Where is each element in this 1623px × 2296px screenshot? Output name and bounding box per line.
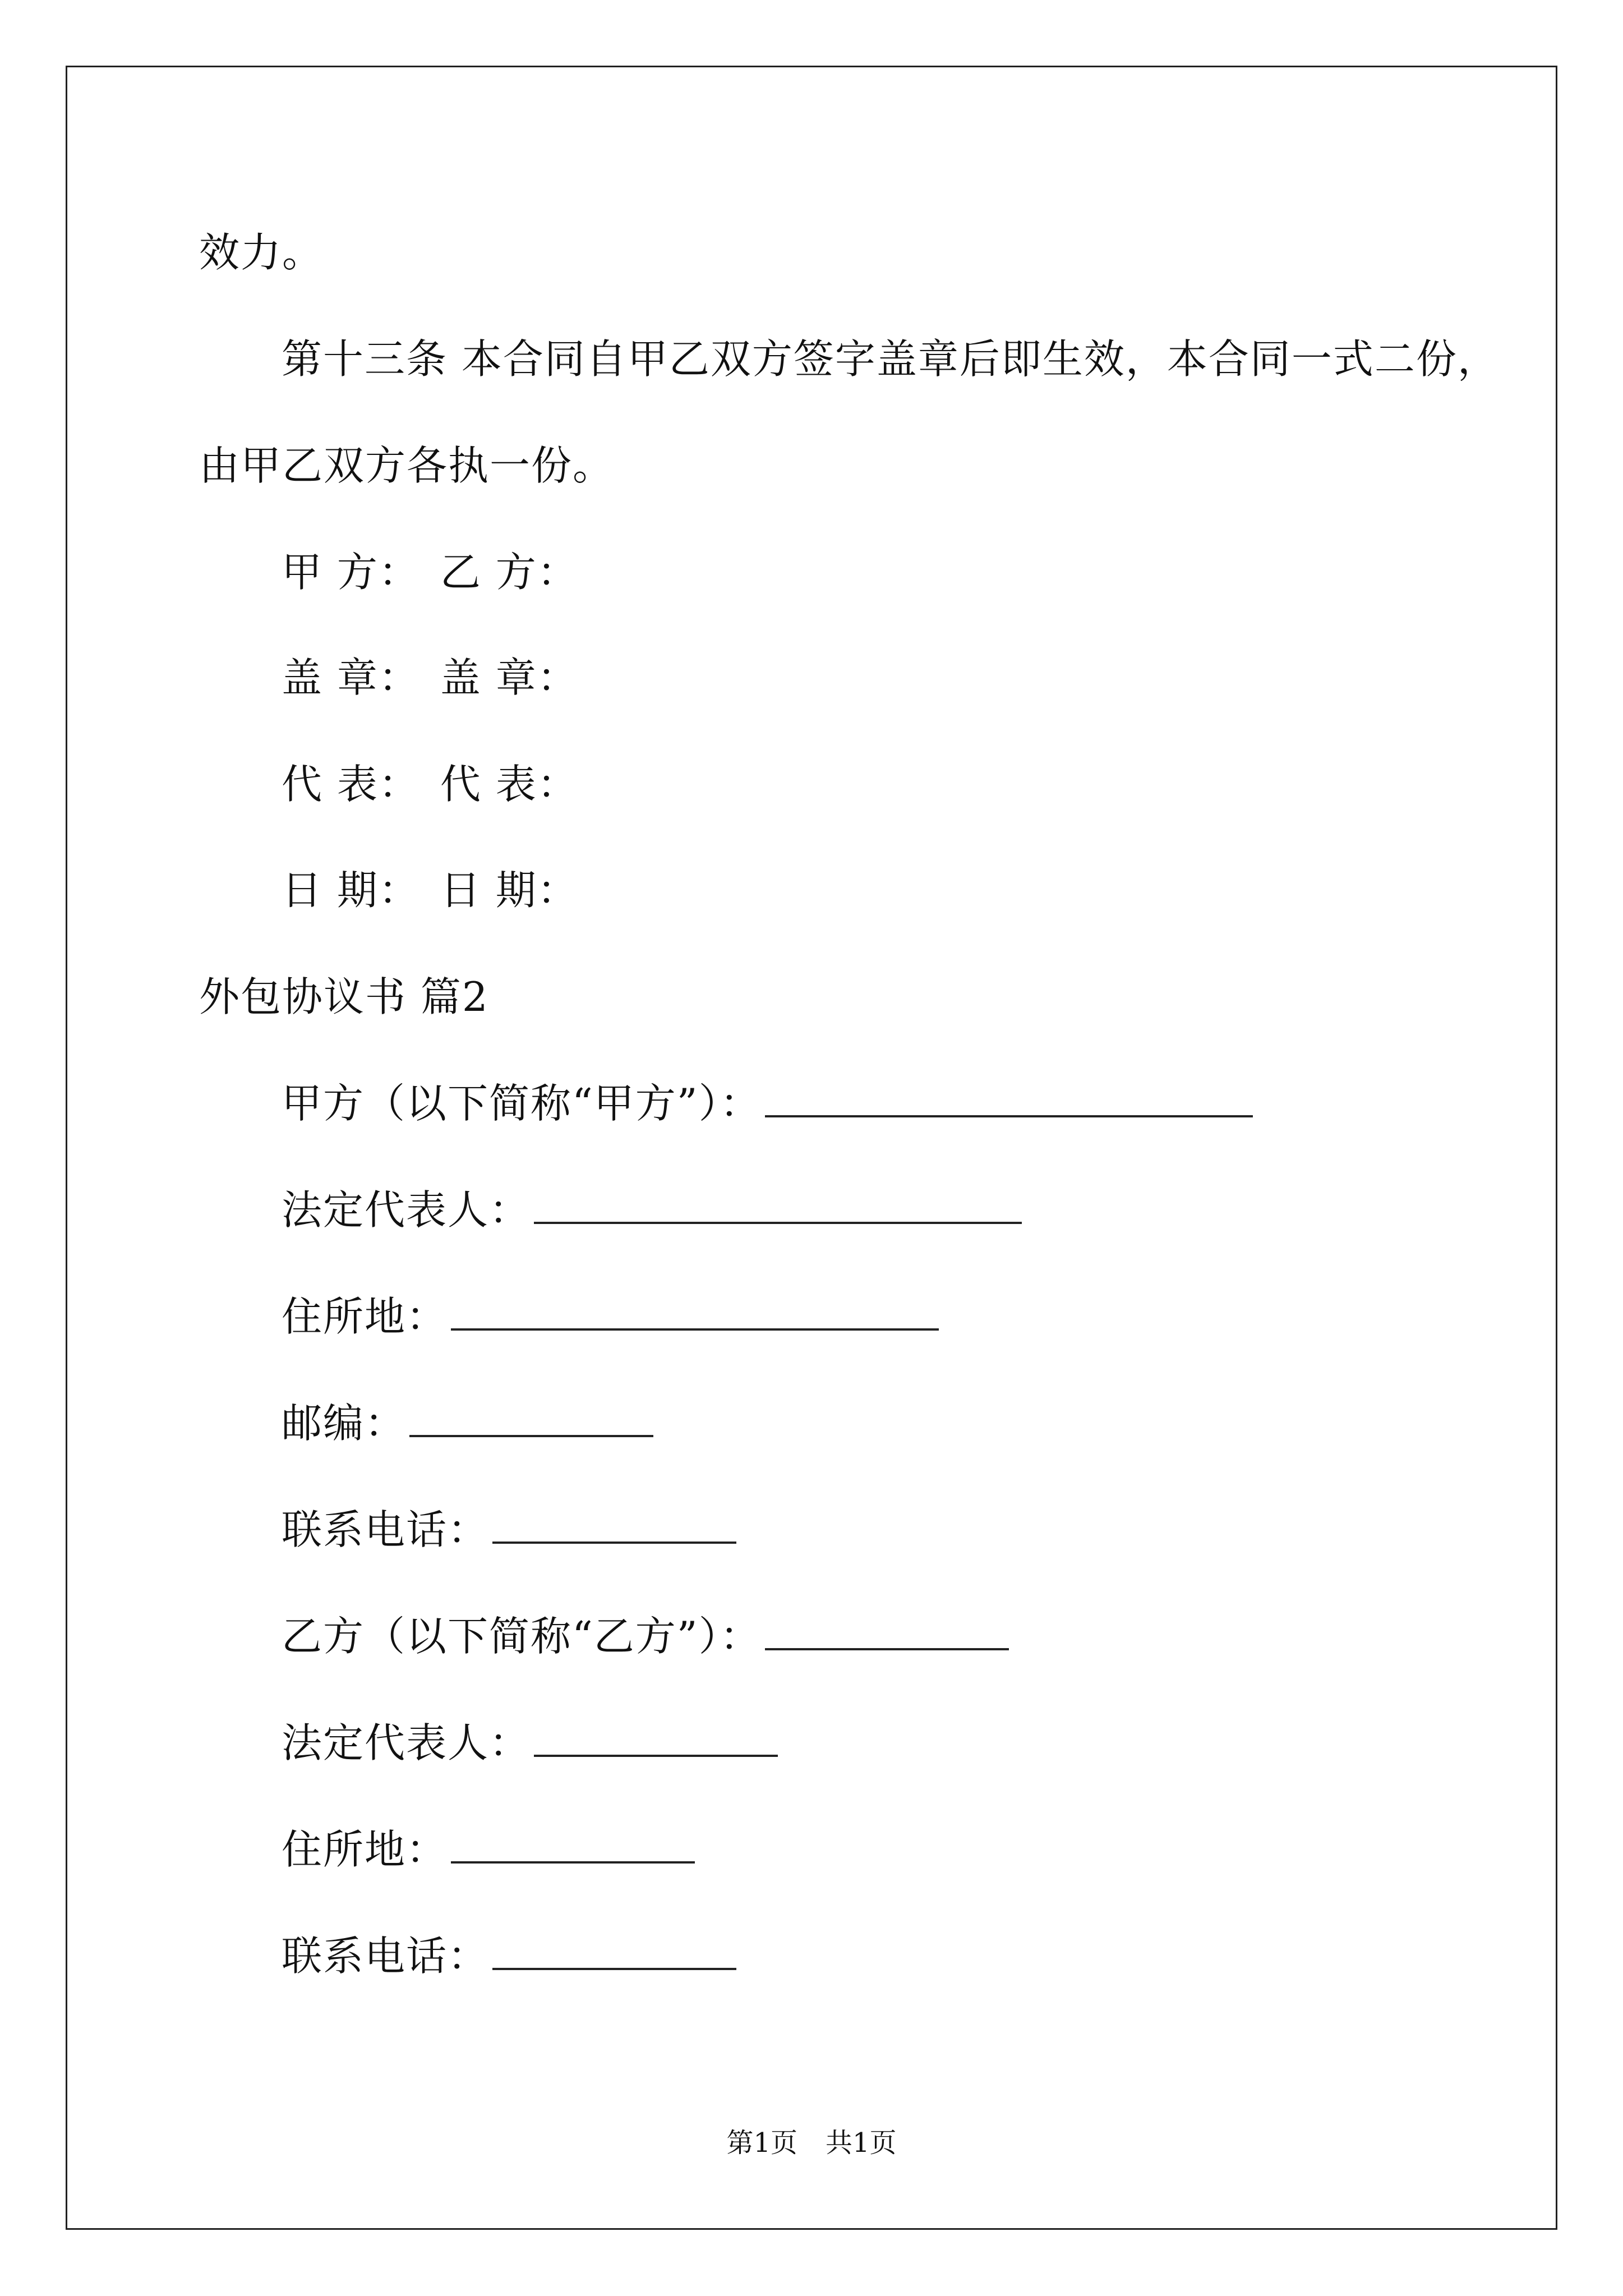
page-border — [66, 66, 1557, 2230]
field-row-phone-b — [282, 1931, 736, 1981]
address-b-blank — [451, 1826, 695, 1864]
page-total: 共1页 — [826, 2127, 897, 2159]
field-row-address-b — [282, 1824, 695, 1875]
party-a-label: 甲方（以下简称“甲方”）： — [282, 1080, 762, 1127]
address-a-label: 住所地： — [282, 1293, 448, 1340]
legal-rep-a-blank — [534, 1187, 1022, 1224]
phone-b-label: 联系电话： — [282, 1932, 490, 1980]
page-footer — [0, 2126, 1623, 2160]
party-a-signature-label: 甲 方： — [282, 549, 420, 596]
page-number: 第1页 — [726, 2127, 797, 2159]
address-a-blank — [451, 1294, 939, 1331]
phone-a-blank — [492, 1507, 736, 1544]
legal-rep-b-label: 法定代表人： — [282, 1719, 531, 1766]
postcode-blank — [409, 1400, 653, 1437]
field-row-address-a — [282, 1291, 939, 1342]
phone-b-blank — [492, 1933, 736, 1970]
legal-rep-a-label: 法定代表人： — [282, 1186, 531, 1234]
signature-row-party — [282, 547, 579, 597]
party-b-label: 乙方（以下简称“乙方”）： — [282, 1613, 762, 1660]
party-b-representative-label: 代 表： — [440, 761, 579, 808]
party-b-seal-label: 盖 章： — [440, 654, 579, 701]
party-b-signature-label: 乙 方： — [440, 549, 579, 596]
field-row-postcode — [282, 1398, 653, 1448]
legal-rep-b-blank — [534, 1720, 778, 1757]
field-row-legal-rep-b — [282, 1718, 778, 1768]
postcode-label: 邮编： — [282, 1400, 407, 1447]
party-a-representative-label: 代 表： — [282, 761, 420, 808]
field-row-party-a — [282, 1078, 1253, 1129]
party-a-seal-label: 盖 章： — [282, 654, 420, 701]
text-line-article-13: 第十三条 本合同自甲乙双方签字盖章后即生效，本合同一式二份， — [282, 335, 1499, 383]
party-a-blank — [765, 1080, 1253, 1117]
signature-row-date — [282, 865, 579, 915]
signature-row-representative — [282, 759, 579, 809]
address-b-label: 住所地： — [282, 1826, 448, 1873]
party-b-blank — [765, 1613, 1009, 1650]
party-a-date-label: 日 期： — [282, 867, 420, 914]
text-line-copies: 由甲乙双方各执一份。 — [199, 442, 615, 489]
signature-row-seal — [282, 652, 579, 703]
field-row-phone-a — [282, 1504, 736, 1555]
text-line-effect: 效力。 — [199, 229, 324, 276]
section-title: 外包协议书 篇2 — [199, 973, 489, 1020]
field-row-party-b — [282, 1611, 1009, 1662]
field-row-legal-rep-a — [282, 1185, 1022, 1235]
phone-a-label: 联系电话： — [282, 1506, 490, 1553]
party-b-date-label: 日 期： — [440, 867, 579, 914]
